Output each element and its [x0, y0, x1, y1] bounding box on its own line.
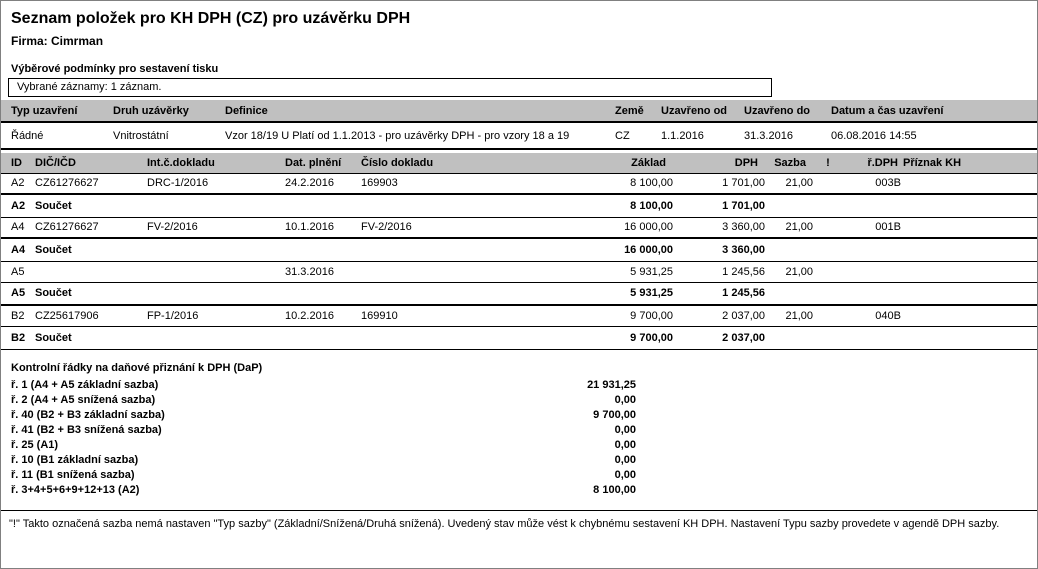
cell-sum-label: Součet [33, 194, 145, 217]
sum-row [1, 194, 1037, 217]
control-row [1, 423, 1037, 438]
control-row-value: 9 700,00 [593, 408, 636, 421]
cell-internal-doc: FP-1/2016 [145, 305, 283, 326]
cell-date [283, 282, 359, 305]
item-row [1, 217, 1037, 238]
control-row [1, 468, 1037, 483]
items-header-kh-flag: Příznak KH [901, 153, 1037, 173]
company-name: Firma: Cimrman [11, 34, 104, 48]
cell-vat-row [843, 238, 901, 261]
cell-internal-doc [145, 261, 283, 282]
control-row-value: 0,00 [614, 423, 636, 436]
cell-dic: CZ61276627 [33, 217, 145, 238]
cell-sum-label: Součet [33, 282, 145, 305]
closing-header-closed-datetime: Datum a čas uzavření [829, 100, 1037, 122]
closing-cell-country: CZ [613, 122, 659, 149]
control-row-value: 0,00 [614, 453, 636, 466]
item-row [1, 261, 1037, 282]
items-header-vat: DPH [673, 153, 765, 173]
cell-kh-flag [901, 238, 1037, 261]
cell-vat: 1 245,56 [673, 261, 765, 282]
cell-internal-doc [145, 326, 283, 349]
cell-vat: 1 245,56 [673, 282, 765, 305]
control-row-label: ř. 11 (B1 snížená sazba) [11, 468, 135, 481]
cell-vat: 2 037,00 [673, 326, 765, 349]
items-header-warning: ! [813, 153, 843, 173]
closing-header-type: Typ uzavření [1, 100, 111, 122]
control-row-value: 0,00 [614, 393, 636, 406]
cell-id: A5 [1, 261, 33, 282]
cell-date [283, 238, 359, 261]
control-row-label: ř. 1 (A4 + A5 základní sazba) [11, 378, 159, 391]
cell-warning [813, 326, 843, 349]
cell-warning [813, 261, 843, 282]
cell-warning [813, 282, 843, 305]
items-header-internal-doc: Int.č.dokladu [145, 153, 283, 173]
cell-vat-row: 001B [843, 217, 901, 238]
cell-doc-number [359, 282, 561, 305]
cell-internal-doc [145, 282, 283, 305]
cell-internal-doc [145, 238, 283, 261]
cell-date: 10.2.2016 [283, 305, 359, 326]
cell-sum-label: Součet [33, 326, 145, 349]
selected-records-box [8, 78, 772, 97]
cell-vat: 2 037,00 [673, 305, 765, 326]
footer-note: "!" Takto označená sazba nemá nastaven "Typ sazby" (Základní/Snížená/Druhá snížená). Uvedený stav může vést k chybnému sestavení KH DPH. Nastavení Typu sazby provedete v agendě DPH sazby. [1, 510, 1037, 530]
cell-base: 9 700,00 [561, 326, 673, 349]
control-row-label: ř. 41 (B2 + B3 snížená sazba) [11, 423, 162, 436]
closing-cell-closed-from: 1.1.2016 [659, 122, 742, 149]
cell-kh-flag [901, 282, 1037, 305]
cell-vat: 3 360,00 [673, 217, 765, 238]
cell-rate: 21,00 [765, 173, 813, 194]
cell-rate [765, 326, 813, 349]
cell-kh-flag [901, 217, 1037, 238]
control-row [1, 408, 1037, 423]
cell-internal-doc [145, 194, 283, 217]
cell-warning [813, 238, 843, 261]
closing-cell-closed-to: 31.3.2016 [742, 122, 829, 149]
cell-date: 31.3.2016 [283, 261, 359, 282]
cell-warning [813, 217, 843, 238]
control-row-value: 21 931,25 [587, 378, 636, 391]
sum-row [1, 282, 1037, 305]
cell-date: 24.2.2016 [283, 173, 359, 194]
cell-id: A2 [1, 173, 33, 194]
closing-header-closed-to: Uzavřeno do [742, 100, 829, 122]
sum-row [1, 326, 1037, 349]
items-header-doc-number: Číslo dokladu [359, 153, 561, 173]
cell-date: 10.1.2016 [283, 217, 359, 238]
cell-doc-number: FV-2/2016 [359, 217, 561, 238]
control-row-value: 8 100,00 [593, 483, 636, 496]
cell-vat-row [843, 194, 901, 217]
items-header-vat-row: ř.DPH [843, 153, 901, 173]
cell-kh-flag [901, 173, 1037, 194]
cell-base: 16 000,00 [561, 238, 673, 261]
closing-cell-definition: Vzor 18/19 U Platí od 1.1.2013 - pro uzávěrky DPH - pro vzory 18 a 19 [223, 122, 613, 149]
items-header-id: ID [1, 153, 33, 173]
cell-vat-row [843, 282, 901, 305]
cell-vat-row [843, 326, 901, 349]
cell-kh-flag [901, 305, 1037, 326]
cell-id: A2 [1, 194, 33, 217]
cell-id: A5 [1, 282, 33, 305]
cell-warning [813, 194, 843, 217]
cell-id: B2 [1, 305, 33, 326]
cell-date [283, 194, 359, 217]
cell-dic: CZ61276627 [33, 173, 145, 194]
cell-doc-number [359, 194, 561, 217]
cell-doc-number [359, 261, 561, 282]
cell-base: 9 700,00 [561, 305, 673, 326]
closing-cell-closed-datetime: 06.08.2016 14:55 [829, 122, 1037, 149]
cell-kh-flag [901, 194, 1037, 217]
closing-info-table [1, 100, 1037, 150]
cell-base: 5 931,25 [561, 261, 673, 282]
cell-id: A4 [1, 217, 33, 238]
closing-header-country: Země [613, 100, 659, 122]
cell-date [283, 326, 359, 349]
cell-vat-row: 040B [843, 305, 901, 326]
cell-vat: 3 360,00 [673, 238, 765, 261]
cell-dic [33, 261, 145, 282]
cell-rate: 21,00 [765, 305, 813, 326]
items-table [1, 153, 1037, 350]
cell-base: 16 000,00 [561, 217, 673, 238]
control-row [1, 483, 1037, 498]
closing-row [1, 122, 1037, 149]
sum-row [1, 238, 1037, 261]
control-row [1, 378, 1037, 393]
cell-doc-number: 169903 [359, 173, 561, 194]
control-row-label: ř. 10 (B1 základní sazba) [11, 453, 139, 466]
control-row-value: 0,00 [614, 438, 636, 451]
control-row [1, 438, 1037, 453]
cell-base: 8 100,00 [561, 194, 673, 217]
control-row-label: ř. 40 (B2 + B3 základní sazba) [11, 408, 165, 421]
cell-vat-row: 003B [843, 173, 901, 194]
cell-doc-number [359, 238, 561, 261]
cell-dic: CZ25617906 [33, 305, 145, 326]
control-row [1, 453, 1037, 468]
cell-vat: 1 701,00 [673, 194, 765, 217]
control-row-value: 0,00 [614, 468, 636, 481]
item-row [1, 173, 1037, 194]
items-header-date: Dat. plnění [283, 153, 359, 173]
control-row-label: ř. 25 (A1) [11, 438, 59, 451]
cell-rate [765, 282, 813, 305]
cell-rate [765, 194, 813, 217]
cell-sum-label: Součet [33, 238, 145, 261]
control-row-label: ř. 2 (A4 + A5 snížená sazba) [11, 393, 156, 406]
closing-header-row [1, 100, 1037, 122]
cell-base: 8 100,00 [561, 173, 673, 194]
cell-vat-row [843, 261, 901, 282]
cell-kh-flag [901, 261, 1037, 282]
control-row [1, 393, 1037, 408]
control-rows-heading: Kontrolní řádky na daňové přiznání k DPH (DaP) [11, 361, 263, 374]
cell-vat: 1 701,00 [673, 173, 765, 194]
cell-doc-number [359, 326, 561, 349]
cell-internal-doc: FV-2/2016 [145, 217, 283, 238]
cell-id: A4 [1, 238, 33, 261]
cell-warning [813, 305, 843, 326]
cell-kh-flag [901, 326, 1037, 349]
item-row [1, 305, 1037, 326]
cell-id: B2 [1, 326, 33, 349]
cell-rate [765, 238, 813, 261]
cell-internal-doc: DRC-1/2016 [145, 173, 283, 194]
closing-cell-kind: Vnitrostátní [111, 122, 223, 149]
cell-warning [813, 173, 843, 194]
cell-base: 5 931,25 [561, 282, 673, 305]
cell-rate: 21,00 [765, 261, 813, 282]
cell-doc-number: 169910 [359, 305, 561, 326]
selected-records-text: Vybrané záznamy: 1 záznam. [17, 81, 162, 93]
report-title: Seznam položek pro KH DPH (CZ) pro uzávěrku DPH [11, 10, 411, 27]
cell-rate: 21,00 [765, 217, 813, 238]
items-header-rate: Sazba [765, 153, 813, 173]
closing-cell-type: Řádné [1, 122, 111, 149]
closing-header-definition: Definice [223, 100, 613, 122]
items-header-base: Základ [561, 153, 673, 173]
items-header-row [1, 153, 1037, 173]
selection-conditions-heading: Výběrové podmínky pro sestavení tisku [11, 63, 219, 75]
closing-header-closed-from: Uzavřeno od [659, 100, 742, 122]
control-row-label: ř. 3+4+5+6+9+12+13 (A2) [11, 483, 140, 496]
items-header-dic: DIČ/IČD [33, 153, 145, 173]
closing-header-kind: Druh uzávěrky [111, 100, 223, 122]
